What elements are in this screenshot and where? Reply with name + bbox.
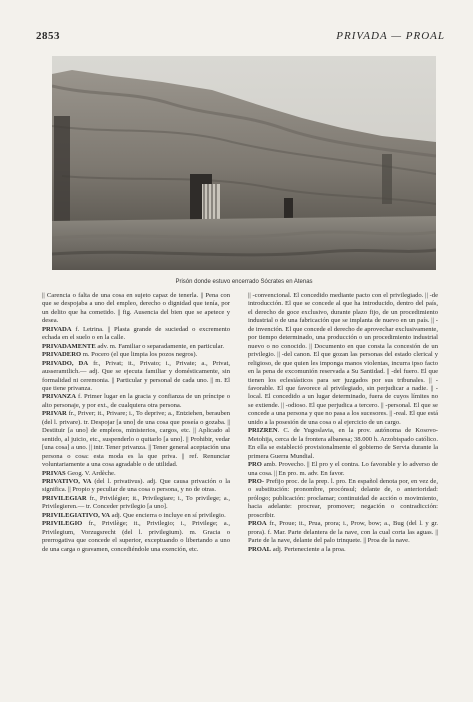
right-column [248, 292, 438, 554]
entry: PRIVATIVO, VA (del l. privativus). adj. Que causa privación o la significa. || Propio y peculiar de una cosa o persona, y no de otras. [42, 477, 230, 494]
entry: PROAL adj. Perteneciente a la proa. [248, 545, 346, 553]
page-header [36, 30, 445, 46]
photo-illustration [52, 56, 436, 270]
headword: PROA [248, 520, 267, 528]
photo-socrates-prison [52, 56, 436, 270]
headword: PRIVADA [42, 325, 72, 333]
entry: PRIVILEGIAR fr., Privilégier; it., Privilegiare; i., To privilege; a., Privilegieren.— tr. Conceder privilegio [a uno]. [42, 494, 230, 511]
entry: PRIVILEGIATIVO, VA adj. Que encierra o incluye en sí privilegio. [42, 511, 226, 519]
headword: PRIVAR [42, 410, 67, 418]
headword: PRIVANZA [42, 393, 76, 401]
entry: PRIVADA f. Letrina. || Plasta grande de suciedad o excremento echada en el suelo o en la calle. [42, 325, 230, 342]
entry: PRO- Prefijo proc. de la prep. l. pro. En español denota por, en vez de, o substitución: pronombre, procónsul; delante de, o anterioridad: prólogo; publicación: proclamar; continuidad de acción o movimiento, hacia adelante: procrear, promover; negación o contradicción: proscribir. [248, 477, 438, 519]
headword: PRIVADAMENTE [42, 342, 96, 350]
headword: PRO [248, 461, 262, 469]
entry: PRIVILEGIO fr., Privilège; it., Privilegio; i., Privilege; a., Privilegium, Vorzugsrecht (del l. privilegium). m. Gracia o prerrogativa que concede el superior, exceptuando o libertando a uno de una carga o gravamen, concediéndole una exención, etc. [42, 520, 230, 553]
left-column [42, 292, 230, 554]
photo-caption: Prisón donde estuvo encerrado Sócrates en Atenas [175, 279, 313, 285]
entry: PRIVADO, DA fr., Privat; it., Privato; i., Private; a., Privat, ausseramtlich.— adj. Que se ejecuta familiar y domésticamente, sin formalidad ni ceremonia. || Particular y personal de cada uno. || m. El que tiene privanza. [42, 359, 230, 392]
headword: PRO- [248, 477, 265, 485]
headword: PRIVILEGIO [42, 520, 83, 528]
headword: PRIVAS [42, 469, 66, 477]
entry: PRO amb. Provecho. || El pro y el contra. Lo favorable y lo adverso de una cosa. || En pro. m. adv. En favor. [248, 461, 438, 477]
entry: PRIVAR fr., Priver; it., Privare; i., To deprive; a., Entziehen, berauben (del l. privare). tr. Despojar [a uno] de una cosa que poseía o gozaba. || Destituir [a uno] de empleos, ministerios, cargos, etc. || Aplicado al sentido, al juicio, etc., suspenderlo o quitarlo [a uno]. || Prohibir, vedar [una cosa] a uno. || intr. Tener privanza. || Tener general aceptación una persona o cosa: esta moda es la que priva. || ref. Renunciar voluntariamente a una cosa agradable o de utilidad. [42, 410, 230, 469]
entry: PROA fr., Proue; it., Prua, prora; i., Prow, bow; a., Bug (del l. y gr. prora). f. Mar. Parte delantera de la nave, con la cual corta las aguas. || Parte de la nave, delante del palo trinquete. || Proa de la nave. [248, 520, 438, 545]
entry: || Carencia o falta de una cosa en sujeto capaz de tenerla. || Pena con que se despojaba a uno del empleo, derecho o dignidad que tenía, por un delito que ha cometido. || fig. Ausencia del bien que se apetece y desea. [42, 292, 230, 325]
headword: PRIVILEGIATIVO, VA [42, 511, 111, 519]
entry: PRIVADAMENTE adv. m. Familiar o separadamente, en particular. [42, 342, 225, 350]
entry: PRIVAS Geog. V. Ardèche. [42, 469, 116, 477]
entry: PRIVANZA f. Primer lugar en la gracia y confianza de un príncipe o alto personaje, y por ext., de cualquiera otra persona. [42, 393, 230, 409]
running-title: PRIVADA — PROAL [336, 30, 445, 42]
page-number: 2853 [36, 30, 60, 42]
entry: PRIZREN. C. de Yugoslavia, en la prov. autónoma de Kosovo-Metohija, cerca de la frontera albanesa; 38.000 h. Arzobispado católico. En ella se estableció provisionalmente el gobierno de Servia durante la primera Guerra Mundial. [248, 427, 438, 460]
headword: PRIVADO, DA [42, 359, 89, 367]
headword: PRIVATIVO, VA [42, 477, 92, 485]
headword: PRIZREN [248, 427, 278, 435]
entry: PRIVADERO m. Pocero (el que limpia los pozos negros). [42, 351, 198, 359]
entry: || -convencional. El concedido mediante pacto con el privilegiado. || -de introducción. El que se concede al que ha introducido, dentro del país, el derecho de goce exclusivo, durante plazo fijo, de un procedimiento industrial o de una fabricación que se implanta de nuevo en un país. || -de invención. El que concede el derecho de aprovechar exclusivamente, por tiempo determinado, una producción o un procedimiento industrial nuevo o no conocido. || Documento en que consta la concesión de un privilegio. || -del canon. El que gozan las personas del estado clerical y religioso, de que quien les imponga manos violentas, incurra ipso facto en la pena de excomunión reservada a Su Santidad. || -del fuero. El que tienen los eclesiásticos para ser juzgados por sus tribunales. || -favorable. El que favorece al privilegiado, sin perjudicar a nadie. || -local. El concedido a un lugar determinado, fuera de cuyos límites no se extiende. || -odioso. El que perjudica a tercero. || -personal. El que se concede a una persona y que no pasa a los sucesores. || -real. El que está unido a la posesión de una cosa o al ejercicio de un cargo. [248, 292, 438, 426]
headword: PROAL [248, 545, 272, 553]
headword: PRIVADERO [42, 351, 82, 359]
headword: PRIVILEGIAR [42, 494, 87, 502]
